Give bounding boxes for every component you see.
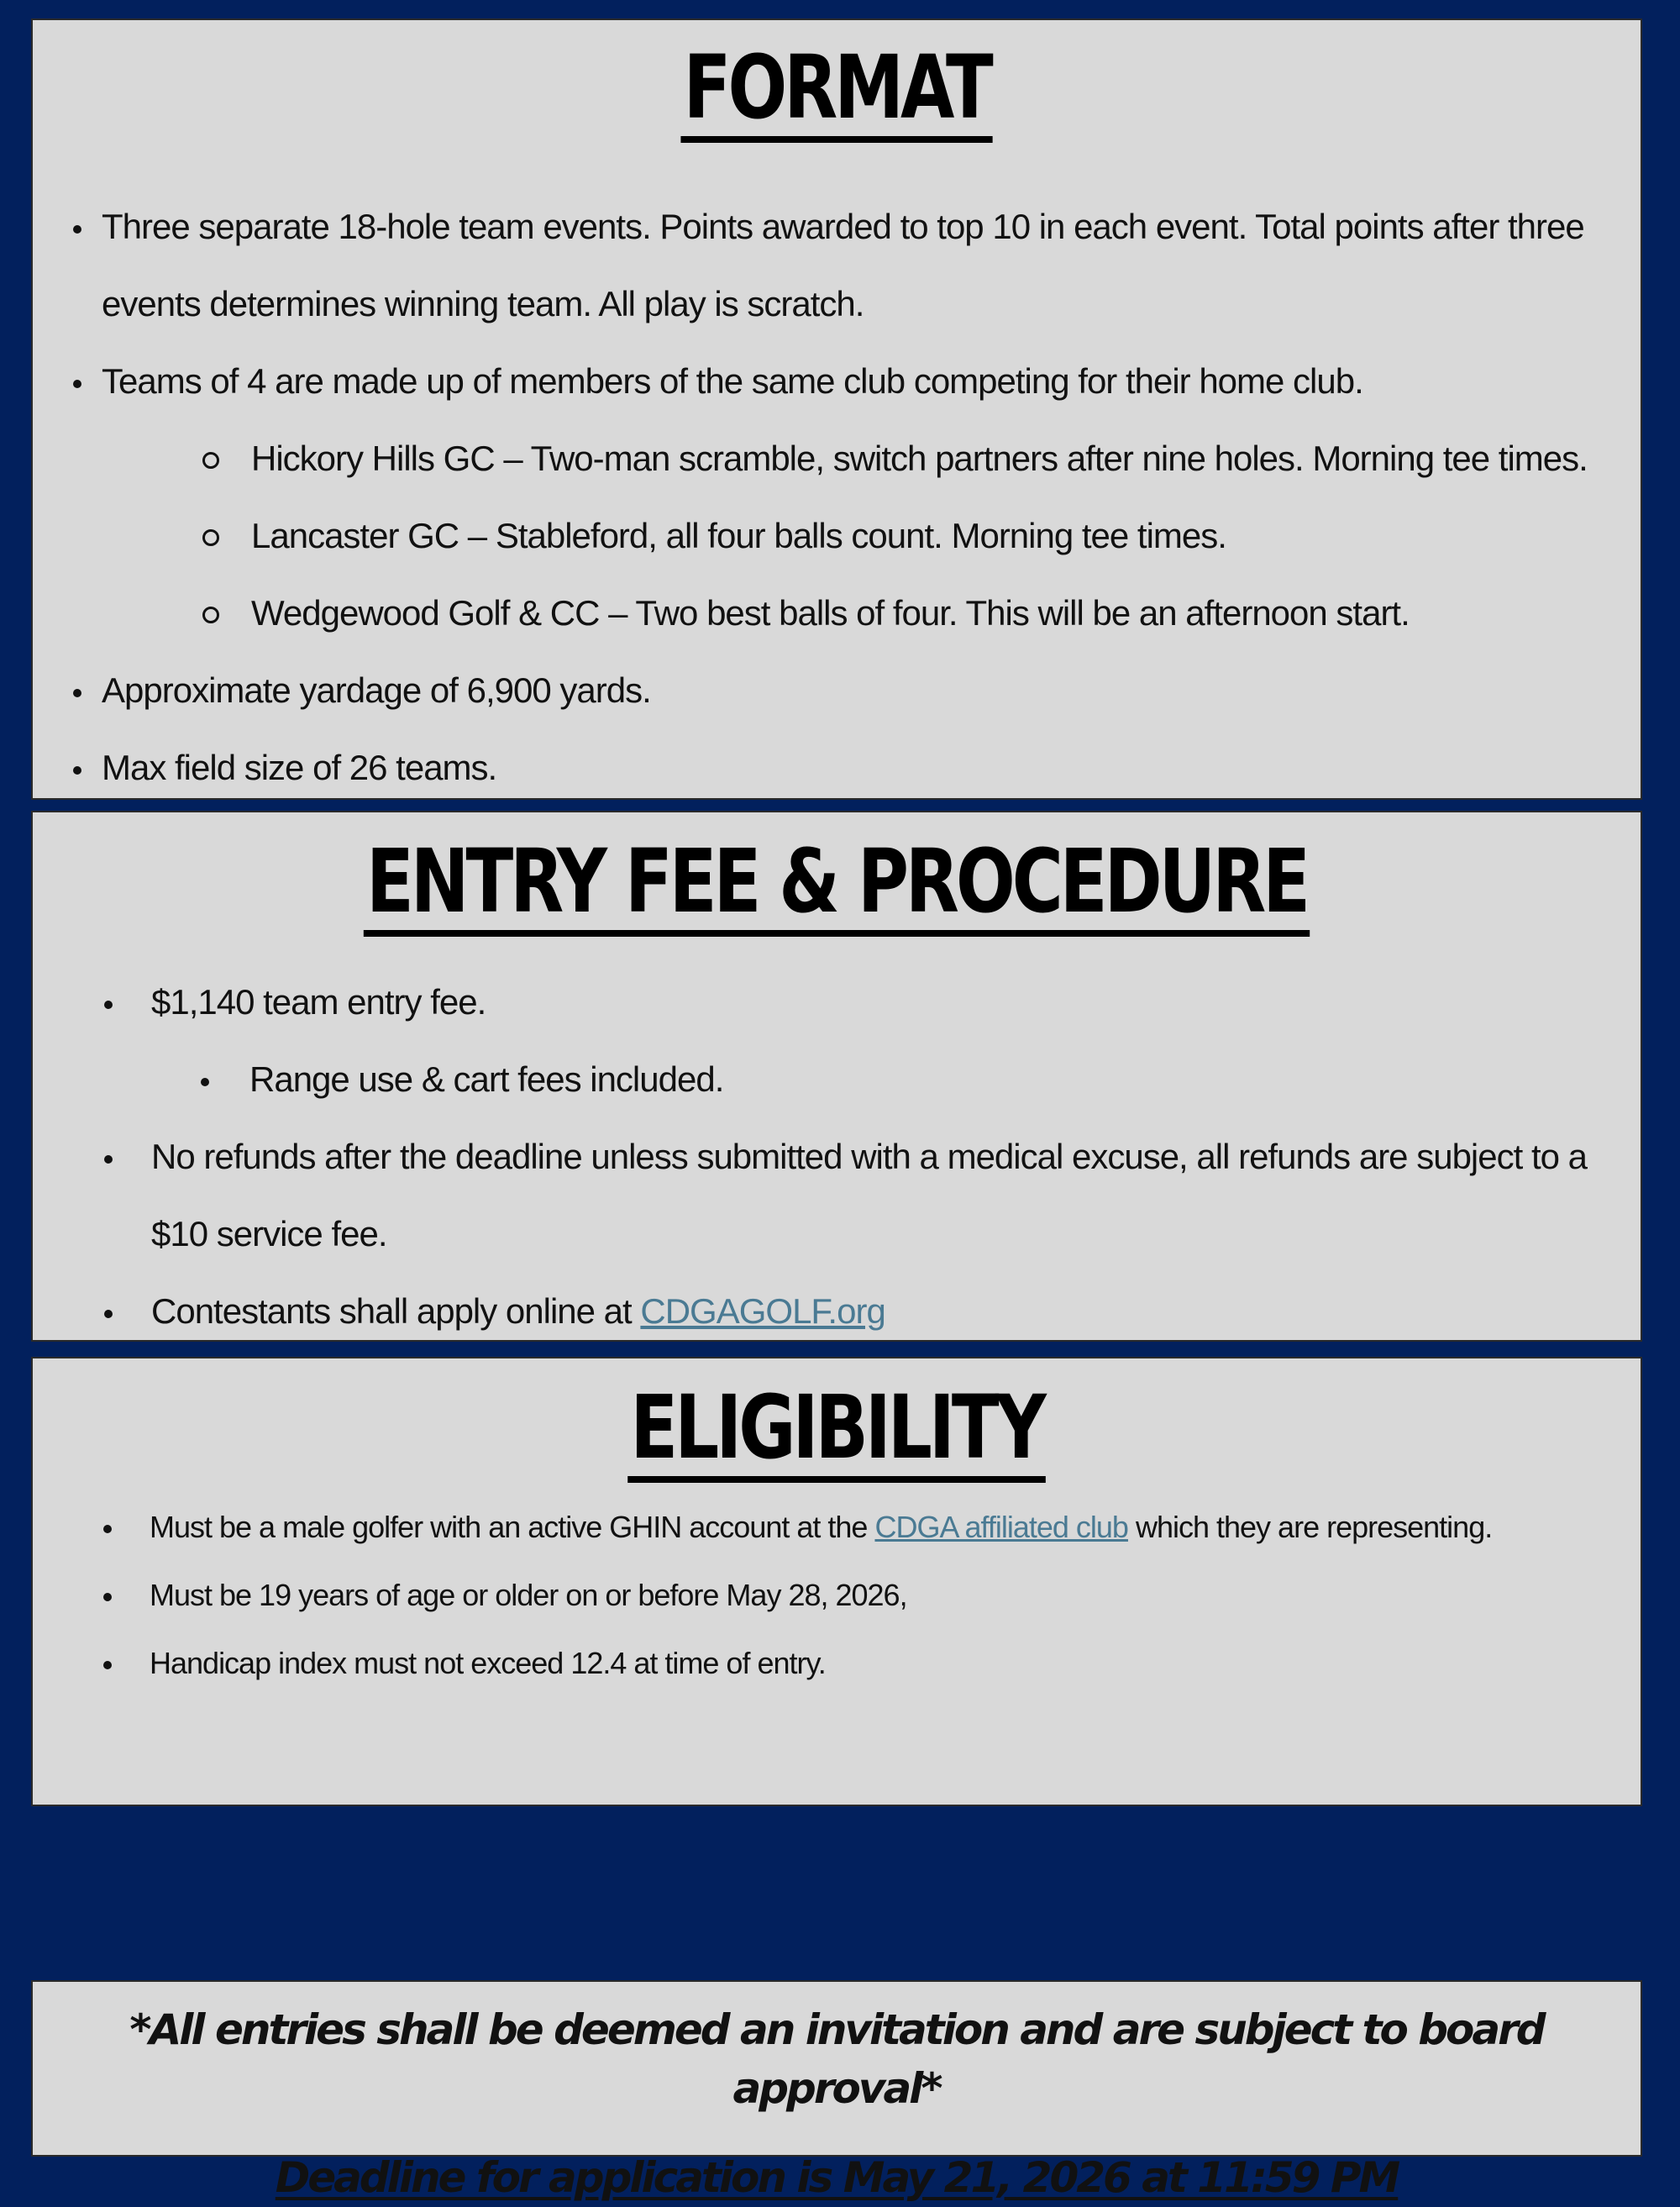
format-sub-item-text: Lancaster GC – Stableford, all four balls count. Morning tee times. — [251, 516, 1226, 555]
list-item — [33, 1118, 1641, 1273]
format-bullet-text: Approximate yardage of 6,900 yards. — [102, 670, 651, 710]
bullet-icon — [103, 1593, 112, 1601]
cdga-affiliated-club-link[interactable]: CDGA affiliated club — [874, 1510, 1128, 1544]
format-heading-text: FORMAT — [680, 44, 993, 143]
eligibility-heading — [33, 1358, 1641, 1483]
entry-list — [33, 964, 1641, 1350]
format-sub-item-text: Wedgewood Golf & CC – Two best balls of four. This will be an afternoon start. — [251, 593, 1410, 633]
eligibility-panel — [31, 1357, 1642, 1806]
cdgagolf-link[interactable]: CDGAGOLF.org — [640, 1291, 885, 1331]
bullet-icon — [201, 1078, 209, 1086]
bullet-icon — [73, 689, 81, 697]
list-item — [33, 497, 1641, 575]
list-item — [33, 420, 1641, 497]
hollow-bullet-icon — [202, 607, 219, 623]
bullet-icon — [104, 1001, 113, 1009]
apply-text: Contestants shall apply online at — [151, 1291, 641, 1331]
list-item — [33, 964, 1641, 1041]
format-bullet-text: Max field size of 26 teams. — [102, 748, 497, 787]
eligibility-text: Must be 19 years of age or older on or before May 28, 2026, — [150, 1578, 907, 1612]
eligibility-text: which they are representing. — [1127, 1510, 1493, 1544]
entry-fee-panel — [31, 811, 1642, 1342]
list-item — [33, 343, 1641, 420]
format-list — [33, 188, 1641, 807]
bullet-icon — [73, 766, 81, 775]
approval-notice: *All entries shall be deemed an invitation and are subject to board approval* — [129, 2005, 1544, 2113]
list-item — [33, 652, 1641, 729]
list-item — [33, 575, 1641, 652]
format-sub-item-text: Hickory Hills GC – Two-man scramble, switch partners after nine holes. Morning tee times. — [251, 439, 1588, 478]
bullet-icon — [73, 380, 81, 388]
eligibility-heading-text: ELIGIBILITY — [627, 1384, 1046, 1483]
hollow-bullet-icon — [202, 529, 219, 546]
bullet-icon — [104, 1155, 113, 1164]
bullet-icon — [73, 225, 81, 234]
list-item — [33, 188, 1641, 343]
notice-panel — [31, 1980, 1642, 2202]
format-bullet-text: Teams of 4 are made up of members of the same club competing for their home club. — [102, 361, 1363, 401]
entry-fee-sub-text: Range use & cart fees included. — [249, 1059, 724, 1099]
eligibility-text: Must be a male golfer with an active GHIN account at the — [150, 1510, 875, 1544]
eligibility-list — [33, 1493, 1641, 1697]
list-item — [33, 1493, 1641, 1561]
bullet-icon — [103, 1661, 112, 1669]
entry-fee-text: $1,140 team entry fee. — [151, 982, 486, 1022]
list-item — [33, 729, 1641, 807]
format-panel — [31, 18, 1642, 800]
format-heading — [33, 20, 1641, 143]
entry-heading — [33, 812, 1641, 937]
eligibility-text: Handicap index must not exceed 12.4 at time of entry. — [150, 1646, 826, 1680]
hollow-bullet-icon — [202, 452, 219, 469]
format-bullet-text: Three separate 18-hole team events. Points awarded to top 10 in each event. Total points after three events determines winning team. All play is scratch. — [102, 207, 1584, 323]
list-item — [33, 1273, 1641, 1350]
bullet-icon — [104, 1310, 113, 1318]
list-item — [33, 1041, 1641, 1118]
list-item — [33, 1629, 1641, 1697]
entry-heading-text: ENTRY FEE & PROCEDURE — [364, 838, 1310, 937]
bullet-icon — [103, 1525, 112, 1533]
list-item — [33, 1561, 1641, 1629]
deadline-text: Deadline for application is May 21, 2026 at 11:59 PM — [275, 2153, 1399, 2202]
deadline-notice — [33, 2118, 1641, 2207]
refund-policy-text: No refunds after the deadline unless submitted with a medical excuse, all refunds are subject to a $10 service fee. — [151, 1137, 1588, 1253]
